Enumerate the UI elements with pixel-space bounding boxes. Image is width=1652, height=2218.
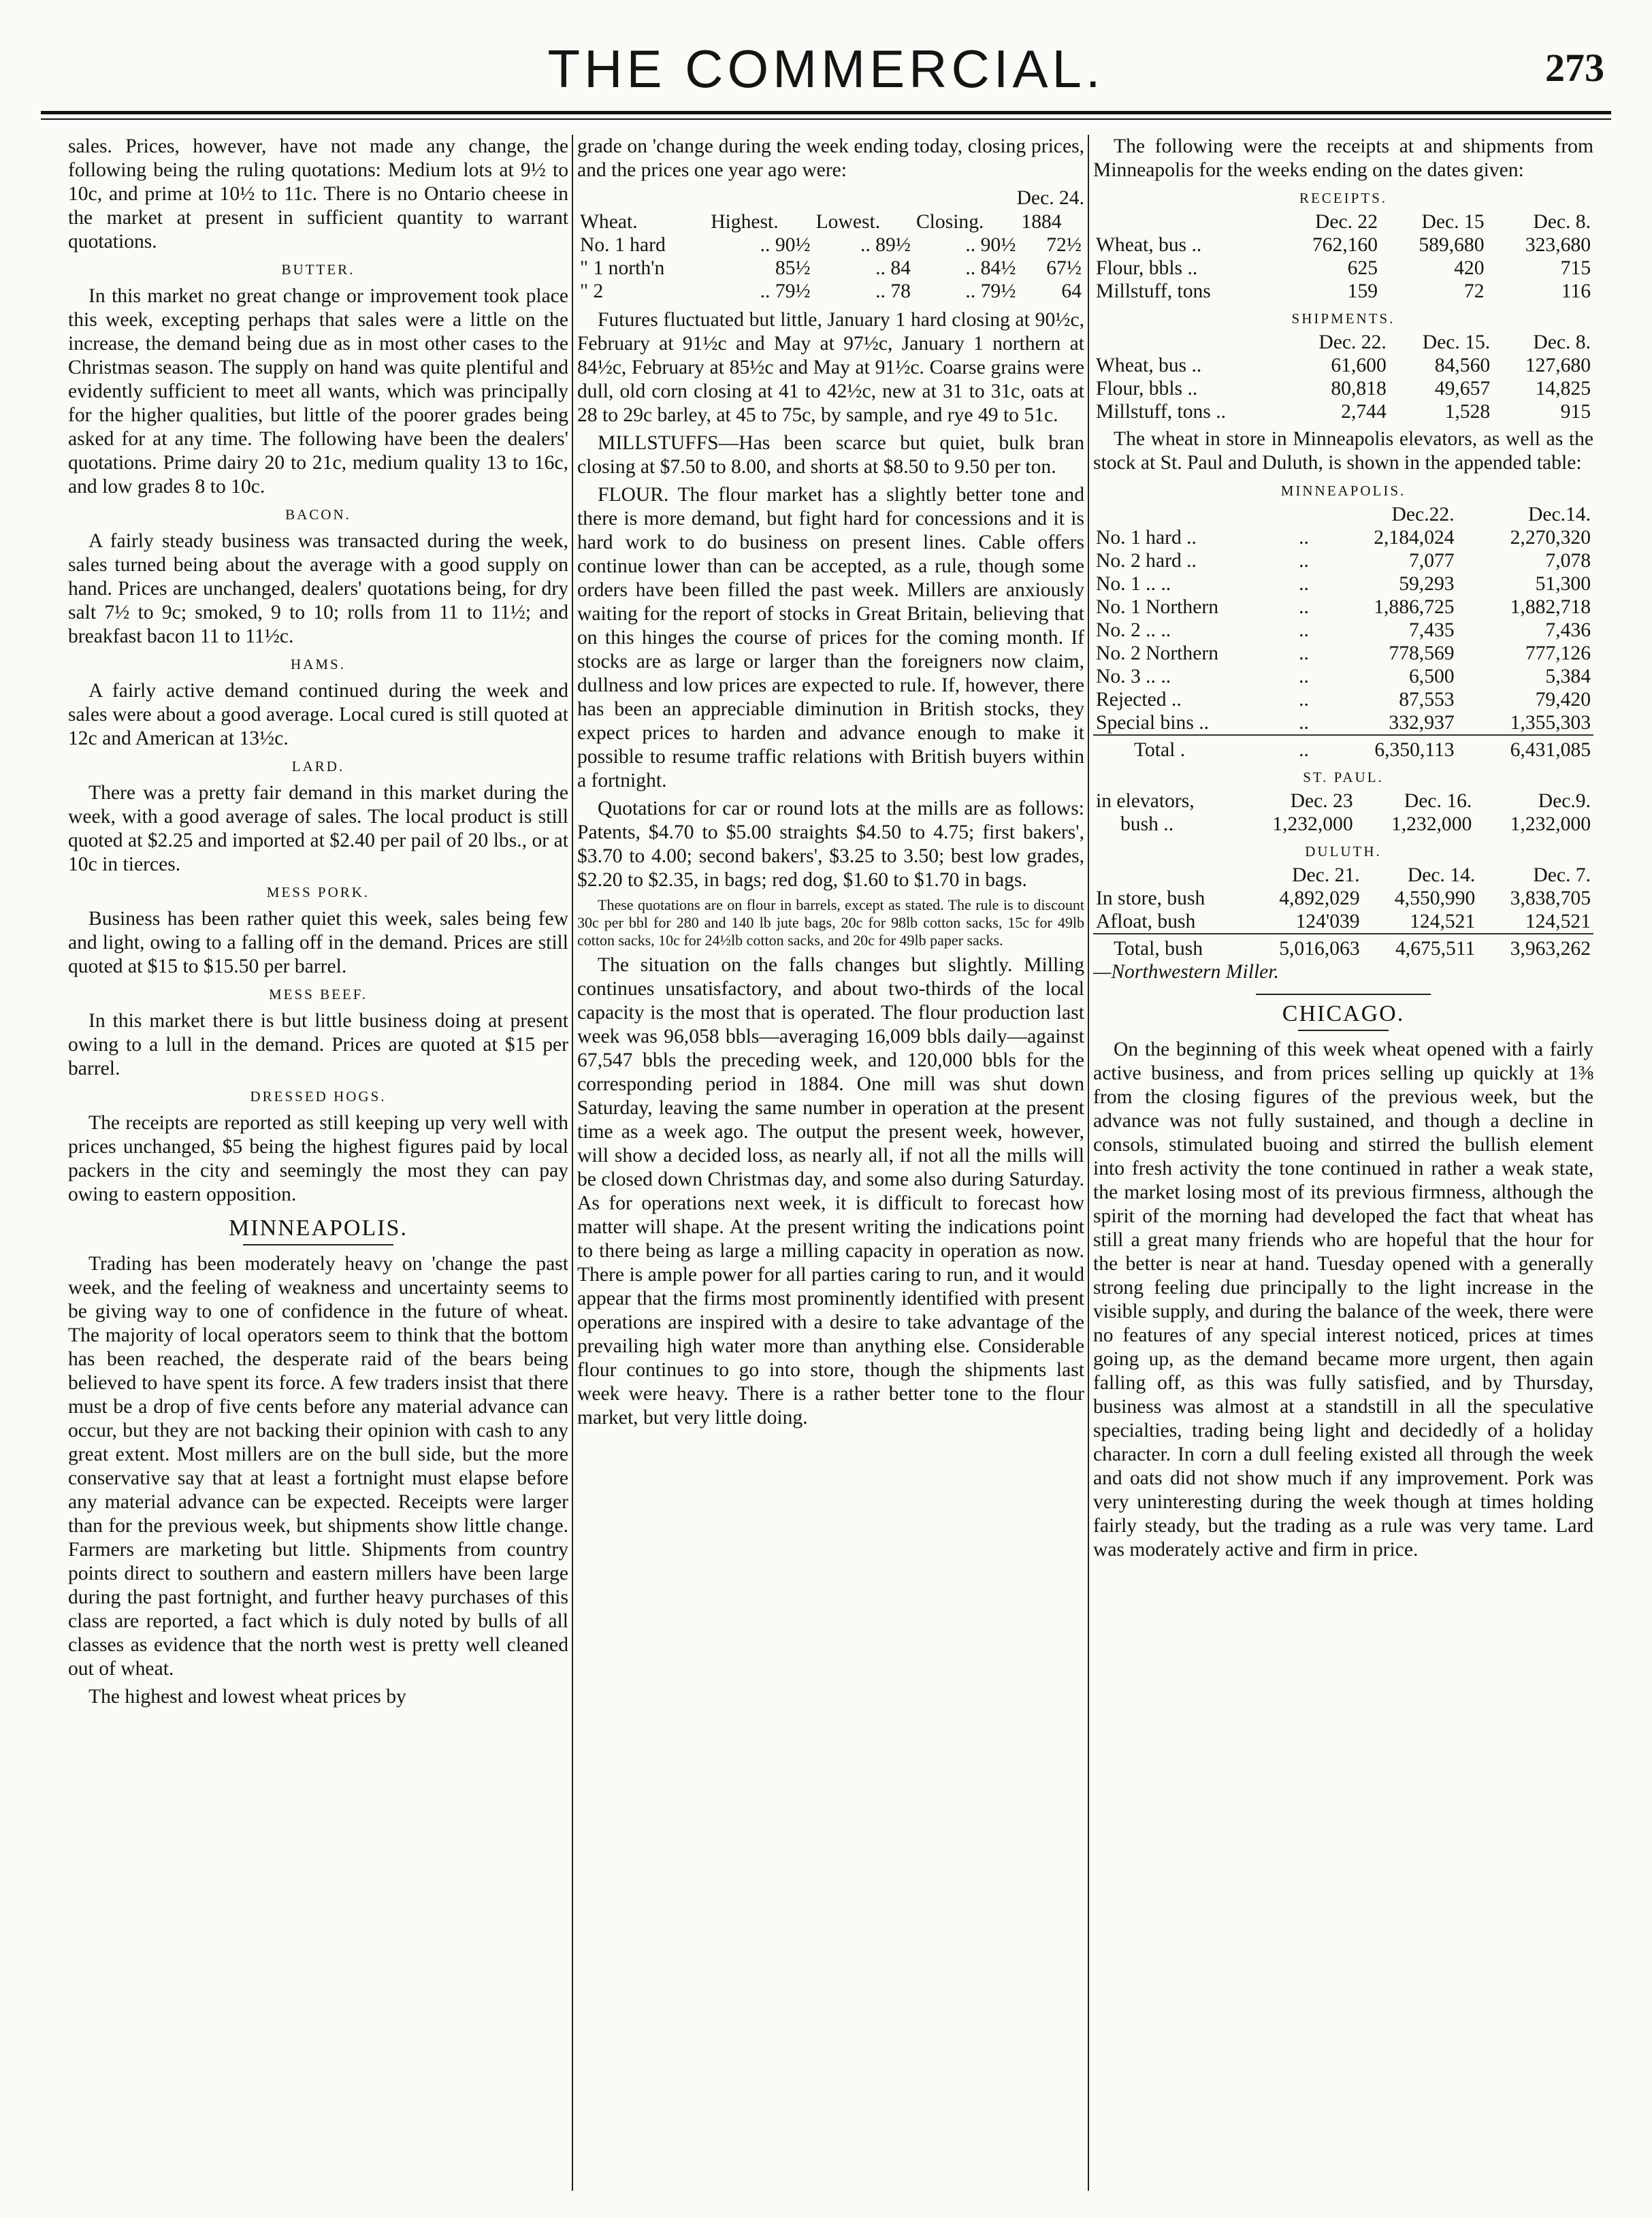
- table-cell: 2,270,320: [1510, 527, 1591, 549]
- section-heading-bacon: BACON.: [285, 506, 351, 523]
- table-cell: Special bins ..: [1096, 712, 1210, 734]
- table-header: [1093, 503, 1296, 526]
- table-header-row: [1093, 789, 1593, 813]
- table-cell: 1,886,725: [1374, 596, 1455, 618]
- table-cell: No. 2 .. ..: [1096, 619, 1171, 641]
- table-cell: Total .: [1093, 735, 1296, 762]
- shipments-table: [1093, 331, 1593, 423]
- table-cell: 64: [1061, 280, 1082, 302]
- table-cell: 124,521: [1410, 911, 1476, 932]
- table-cell: ..: [1299, 550, 1309, 572]
- column-2: [577, 135, 1084, 2191]
- table-cell: 80,818: [1331, 378, 1387, 399]
- table-cell: Afloat, bush: [1096, 911, 1196, 932]
- mess-pork-paragraph: Business has been rather quiet this week, sales being few and light, owing to a falling off in the demand. Prices are still quoted at $15 to $15.50 per barrel.: [68, 908, 568, 977]
- table-cell: 915: [1560, 401, 1591, 423]
- section-heading-mess-beef: MESS BEEF.: [268, 986, 368, 1002]
- duluth-table: [1093, 864, 1593, 960]
- table-header: Dec. 8.: [1533, 331, 1591, 353]
- minneapolis-caption: MINNEAPOLIS.: [1280, 483, 1406, 499]
- table-cell: 127,680: [1525, 355, 1591, 376]
- table-header-row: [577, 210, 1084, 233]
- table-row: [1093, 549, 1593, 572]
- table-header: Dec. 23: [1290, 790, 1353, 812]
- continued-paragraph: The highest and lowest wheat prices by: [88, 1686, 406, 1708]
- table-row: [1093, 887, 1593, 910]
- header-rule-thin: [41, 118, 1611, 120]
- table-header: Dec. 16.: [1404, 790, 1472, 812]
- table-cell: .. 90½: [760, 234, 811, 256]
- table-cell: .. 84½: [965, 257, 1016, 279]
- table-header: 1884: [1021, 211, 1062, 233]
- table-row: [1093, 233, 1593, 257]
- table-cell: No. 1 Northern: [1096, 596, 1218, 618]
- column-3: [1093, 135, 1593, 2191]
- table-cell: 7,078: [1545, 550, 1591, 572]
- table-row: [1093, 354, 1593, 377]
- table-header: Closing.: [916, 211, 984, 233]
- shipments-caption: SHIPMENTS.: [1291, 310, 1395, 327]
- table-cell: 3,838,705: [1510, 887, 1591, 909]
- table-cell: 2,184,024: [1374, 527, 1455, 549]
- table-row: [1093, 813, 1593, 836]
- section-heading-chicago: CHICAGO.: [1282, 1001, 1405, 1026]
- table-cell: No. 1 hard: [580, 234, 666, 256]
- receipts-caption: RECEIPTS.: [1299, 190, 1388, 206]
- heading-rule: [1298, 1030, 1388, 1031]
- table-row: [1093, 665, 1593, 688]
- table-cell: 1,882,718: [1510, 596, 1591, 618]
- table-header: Dec. 21.: [1292, 864, 1360, 886]
- table-row: [1093, 711, 1593, 735]
- table-cell: Millstuff, tons: [1096, 280, 1211, 302]
- table-cell: 2,744: [1341, 401, 1387, 423]
- table-cell: 1,232,000: [1510, 813, 1591, 835]
- table-header: Dec. 7.: [1533, 864, 1591, 886]
- wheat-prices-intro: grade on 'change during the week ending today, closing prices, and the prices one year ago were:: [577, 135, 1084, 181]
- st-paul-caption: ST. PAUL.: [1303, 769, 1384, 785]
- futures-paragraph: Futures fluctuated but little, January 1 hard closing at 90½c, February at 91½c and May at 97½c, January 1 northern at 84½c, February at 85½c and May at 91½c. Coarse grains were dull, old corn closing at 41 to 42½c, new at 31 to 31c, oats at 28 to 29c barley, at 45 to 75c, by sample, and rye 49 to 51c.: [577, 309, 1084, 426]
- table-header: [1093, 210, 1274, 233]
- table-cell: .. 79½: [760, 280, 811, 302]
- heading-rule: [243, 1244, 393, 1245]
- table-cell: 124'039: [1295, 911, 1360, 932]
- table-cell: bush ..: [1120, 813, 1174, 835]
- table-cell: Flour, bbls ..: [1096, 257, 1198, 279]
- table-cell: 116: [1561, 280, 1591, 302]
- table-cell: 4,892,029: [1279, 887, 1360, 909]
- total-row: [1093, 735, 1593, 762]
- table-cell: 7,436: [1545, 619, 1591, 641]
- table-cell: 777,126: [1525, 642, 1591, 664]
- table-header: [1093, 864, 1247, 887]
- butter-paragraph: In this market no great change or improvement took place this week, excepting perhaps that sales were a little on the increase, the demand being due as in most other cases to the Christmas season. The supply on hand was quite plentiful and evidently sufficient to meet all wants, which was principally for the higher qualities, but little of the poorer grades being asked for at any time. The following have been the dealers' quotations. Prime dairy 20 to 21c, medium quality 13 to 16c, and low grades 8 to 10c.: [68, 285, 568, 498]
- table-cell: .. 90½: [965, 234, 1016, 256]
- table-cell: 4,550,990: [1394, 887, 1476, 909]
- table-cell: 332,937: [1389, 712, 1455, 734]
- table-cell: ..: [1299, 666, 1309, 687]
- table-cell: 59,293: [1399, 573, 1455, 595]
- cheese-paragraph: sales. Prices, however, have not made any change, the following being the ruling quotations: Medium lots at 9½ to 10c, and prime at 10½ to 11c. There is no Ontario cheese in the market at present in sufficient quantity to warrant quotations.: [68, 135, 568, 252]
- table-cell: 1,355,303: [1510, 712, 1591, 734]
- table-cell: No. 3 .. ..: [1096, 666, 1171, 687]
- section-heading-butter: BUTTER.: [281, 261, 355, 278]
- table-cell: 7,435: [1409, 619, 1455, 641]
- table-cell: 85½: [775, 257, 811, 279]
- millstuffs-paragraph: MILLSTUFFS—Has been scarce but quiet, bulk bran closing at $7.50 to 8.00, and shorts at $8.50 to 9.50 per ton.: [577, 432, 1084, 478]
- table-row: [577, 280, 1084, 303]
- table-cell: 51,300: [1535, 573, 1591, 595]
- table-cell: 323,680: [1525, 234, 1591, 256]
- table-cell: In store, bush: [1096, 887, 1205, 909]
- bacon-paragraph: A fairly steady business was transacted during the week, sales turned being about the average with a good supply on hand. Prices are unchanged, dealers' quotations being, for dry salt 7½ to 9c; smoked, 9 to 10; rolls from 11 to 11½; and breakfast bacon 11 to 11½c.: [68, 530, 568, 647]
- table-cell: 1,232,000: [1391, 813, 1472, 835]
- table-header: Dec. 22: [1314, 211, 1378, 233]
- table-row: [1093, 377, 1593, 400]
- table-cell: ..: [1299, 573, 1309, 595]
- table-header: Dec.14.: [1527, 504, 1591, 525]
- table-cell: 14,825: [1535, 378, 1591, 399]
- table-cell: 72½: [1046, 234, 1082, 256]
- receipts-intro: The following were the receipts at and shipments from Minneapolis for the weeks ending on the dates given:: [1093, 135, 1593, 181]
- table-row: [1093, 400, 1593, 423]
- table-cell: ..: [1299, 689, 1309, 711]
- section-heading-mess-pork: MESS PORK.: [266, 884, 370, 900]
- table-row: [1093, 619, 1593, 642]
- table-cell: 84,560: [1434, 355, 1491, 376]
- section-heading-hams: HAMS.: [291, 656, 346, 672]
- table-cell: in elevators,: [1096, 790, 1195, 812]
- situation-paragraph: The situation on the falls changes but slightly. Milling continues unsatisfactory, and about two-thirds of the local capacity is the most that is operated. The flour production last week was 96,058 bbls—averaging 16,009 bbls daily—against 67,547 bbls the preceding week, and 120,000 bbls for the corresponding period in 1884. One mill was shut down Saturday, leaving the same number in operation at the present time as a week ago. The output the present week, however, will show a decided loss, as nearly all, if not all the mills will be closed down Christmas day, and some also during Saturday. As for operations next week, it is difficult to forecast how matter will shape. At the present writing the indications point to there being as large a milling capacity in operation as now. There is ample power for all parties caring to run, and it would appear that the firms most prominently identified with present operations are inspired with a desire to take advantage of the prevailing high water more than anything else. Considerable flour continues to go into store, though the shipments last week were heavy. There is a rather better tone to the flour market, but very little doing.: [577, 954, 1084, 1429]
- flour-paragraph: FLOUR. The flour market has a slightly better tone and there is more demand, but fight hard for concessions and it is hard work to do business on present lines. Cable offers continue lower than can be accepted, as a rule, though some orders have been filled the past week. Millers are anxiously waiting for the report of stocks in Great Britain, believing that on this hinges the course of prices for the coming month. If stocks are as large or larger than the foreigners now claim, dullness and low prices are expected to rule. If, however, there has been an appreciable diminution in British stocks, they expect prices to harden and advance enough to make it possible to resume traffic relations with British buyers within a fortnight.: [577, 484, 1084, 792]
- table-cell: .. 79½: [965, 280, 1016, 302]
- table-cell: 4,675,511: [1363, 934, 1478, 960]
- table-cell: 420: [1454, 257, 1485, 279]
- table-header-row: [1093, 503, 1593, 526]
- table-cell: 1,232,000: [1272, 813, 1353, 835]
- table-cell: 6,350,113: [1321, 735, 1457, 762]
- table-cell: 715: [1560, 257, 1591, 279]
- total-row: [1093, 934, 1593, 960]
- table-cell: 1,528: [1444, 401, 1491, 423]
- table-row: [1093, 688, 1593, 711]
- table-header: Dec. 14.: [1407, 864, 1476, 886]
- table-cell: No. 2 Northern: [1096, 642, 1218, 664]
- lard-paragraph: There was a pretty fair demand in this market during the week, with a good average of sales. The local product is still quoted at $2.25 and imported at $2.40 per pail of 20 lbs., or at 10c in tierces.: [68, 782, 568, 875]
- table-cell: 5,384: [1545, 666, 1591, 687]
- minneapolis-paragraph: Trading has been moderately heavy on 'change the past week, and the feeling of weakness and uncertainty seems to be giving way to one of confidence in the future of wheat. The majority of local operators seem to think that the bottom has been reached, the desperate raid of the bears being believed to have spent its force. A few traders insist that there must be a drop of five cents before any material advance can occur, but they are not backing their opinion with cash to any great extent. Most millers are on the bull side, but the more conservative say that at least a fortnight must elapse before any material advance can be expected. Receipts were larger than for the previous week, but shipments show little change. Farmers are marketing but little. Shipments from country points direct to southern and eastern millers have been large during the past fortnight, and further heavy purchases of this class are reported, a fact which is duly noted by bulls of all classes as evidence that the north west is pretty well cleaned out of wheat.: [68, 1253, 568, 1680]
- table-header: [1296, 503, 1321, 526]
- mess-beef-paragraph: In this market there is but little business doing at present owing to a lull in the demand. Prices are quoted at $15 per barrel.: [68, 1010, 568, 1079]
- hams-paragraph: A fairly active demand continued during the week and sales were about a good average. Local cured is still quoted at 12c and American at 13½c.: [68, 680, 568, 749]
- table-cell: ..: [1299, 712, 1309, 734]
- column-divider: [1088, 135, 1089, 2191]
- table-cell: Rejected ..: [1096, 689, 1182, 711]
- table-header: Dec.9.: [1538, 790, 1591, 812]
- table-cell: ..: [1299, 642, 1309, 664]
- table-row: [1093, 257, 1593, 280]
- table-header: Dec. 15: [1421, 211, 1485, 233]
- quotations-paragraph: Quotations for car or round lots at the mills are as follows: Patents, $4.70 to $5.00 straights $4.50 to 4.75; first bakers', $3.70 to 4.00; second bakers', $3.25 to 3.50; best low grades, $2.20 to $2.35, in bags; red dog, $1.60 to $1.70 in bags.: [577, 798, 1084, 891]
- table-cell: Total, bush: [1093, 934, 1247, 960]
- table-cell: " 2: [580, 280, 604, 302]
- masthead: [41, 12, 1611, 114]
- table-header: Dec. 15.: [1422, 331, 1491, 353]
- table-header-row: [1093, 331, 1593, 354]
- table-cell: 589,680: [1419, 234, 1485, 256]
- table-cell: 79,420: [1535, 689, 1591, 711]
- table-cell: 625: [1347, 257, 1378, 279]
- table-header-row: [1093, 210, 1593, 233]
- table-cell: Flour, bbls ..: [1096, 378, 1198, 399]
- table-cell: 159: [1347, 280, 1378, 302]
- table-row: [1093, 572, 1593, 596]
- table-header: Dec. 8.: [1533, 211, 1591, 233]
- table-cell: 67½: [1046, 257, 1082, 279]
- section-heading-dressed-hogs: DRESSED HOGS.: [250, 1088, 387, 1105]
- minneapolis-stock-table: [1093, 503, 1593, 762]
- table-cell: 87,553: [1399, 689, 1455, 711]
- table-cell: Millstuff, tons ..: [1096, 401, 1227, 423]
- table-header: Highest.: [711, 211, 779, 233]
- table-cell: No. 1 hard ..: [1096, 527, 1197, 549]
- table-cell: 6,500: [1409, 666, 1455, 687]
- table-cell: .. 84: [875, 257, 911, 279]
- table-cell: Wheat, bus ..: [1096, 355, 1202, 376]
- table-cell: ..: [1299, 527, 1309, 549]
- table-header: Wheat.: [580, 211, 638, 233]
- page-number: 273: [1545, 46, 1604, 90]
- table-header: Dec. 22.: [1318, 331, 1387, 353]
- table-cell: 124,521: [1525, 911, 1591, 932]
- table-cell: 49,657: [1434, 378, 1491, 399]
- table-cell: 778,569: [1389, 642, 1455, 664]
- table-cell: ..: [1299, 619, 1309, 641]
- column-divider: [572, 135, 573, 2191]
- table-cell: 7,077: [1409, 550, 1455, 572]
- table-header-row: [1093, 864, 1593, 887]
- table-row: [1093, 280, 1593, 303]
- table-cell: 6,431,085: [1457, 735, 1593, 762]
- table-cell: ..: [1299, 596, 1309, 618]
- table-row: [1093, 910, 1593, 934]
- table-cell: ..: [1296, 735, 1321, 762]
- section-heading-minneapolis: MINNEAPOLIS.: [229, 1216, 408, 1241]
- wheat-prices-table: [577, 210, 1084, 303]
- table-cell: 72: [1463, 280, 1485, 302]
- table-cell: No. 1 .. ..: [1096, 573, 1171, 595]
- table-row: [1093, 642, 1593, 665]
- table-row: [577, 257, 1084, 280]
- chicago-paragraph: On the beginning of this week wheat opened with a fairly active business, and from prices selling up quickly at 1⅜ from the closing figures of the previous week, but the advance was not fully sustained, and though a decline in consols, stimulated buoing and stirred the bullish element into fresh activity the tone continued in rather a weak state, the market losing most of its previous firmness, although the spirit of the morning had developed the fact that wheat has still a great many friends who are hopeful that the hour for the better is near at hand. Tuesday opened with a generally strong feeling due principally to the light increase in the visible supply, and during the balance of the week, there were no features of any special interest noticed, prices at times going up, as the demand became more urgent, then again falling off, as this was fully satisfied, and by Thursday, business was almost at a standstill in all the speculative specialties, trading being light and decidedly of a holiday character. In corn a dull feeling existed all through the week and oats did not show much if any improvement. Pork was very uninteresting during the week though at times holding fairly steady, but the trading as a rule was very tame. Lard was moderately active and firm in price.: [1093, 1039, 1593, 1561]
- table-row: [577, 233, 1084, 257]
- table-cell: .. 89½: [860, 234, 911, 256]
- table-row: [1093, 596, 1593, 619]
- table-cell: 61,600: [1331, 355, 1387, 376]
- receipts-table: [1093, 210, 1593, 303]
- quotations-note: These quotations are on flour in barrels, except as stated. The rule is to discount 30c per bbl for 280 and 140 lb jute bags, 20c for 98lb cotton sacks, 15c for 49lb cotton sacks, 10c for 24½lb cotton sacks, and 20c for 49lb paper sacks.: [577, 896, 1084, 949]
- dressed-hogs-paragraph: The receipts are reported as still keeping up very well with prices unchanged, $5 being the highest figures paid by local packers in the city and seemingly the most they can pay owing to eastern opposition.: [68, 1112, 568, 1205]
- table-cell: No. 2 hard ..: [1096, 550, 1197, 572]
- section-heading-lard: LARD.: [291, 758, 345, 774]
- table-cell: 5,016,063: [1247, 934, 1363, 960]
- section-divider: [1256, 994, 1431, 995]
- wheat-prices-date: Dec. 24.: [1016, 187, 1084, 209]
- source-attribution: —Northwestern Miller.: [1093, 961, 1279, 983]
- column-1: [68, 135, 568, 2191]
- table-row: [1093, 526, 1593, 549]
- table-header: [1093, 331, 1285, 354]
- table-cell: 762,160: [1312, 234, 1378, 256]
- stock-intro: The wheat in store in Minneapolis elevators, as well as the stock at St. Paul and Duluth, is shown in the appended table:: [1093, 428, 1593, 474]
- table-cell: .. 78: [875, 280, 911, 302]
- table-cell: Wheat, bus ..: [1096, 234, 1202, 256]
- table-cell: 3,963,262: [1478, 934, 1593, 960]
- duluth-caption: DULUTH.: [1305, 843, 1382, 860]
- st-paul-table: [1093, 789, 1593, 836]
- header-rule: [41, 111, 1611, 114]
- page-title: THE COMMERCIAL.: [547, 39, 1105, 99]
- table-header: Dec.22.: [1391, 504, 1455, 525]
- table-header: Lowest.: [815, 211, 881, 233]
- table-cell: " 1 north'n: [580, 257, 665, 279]
